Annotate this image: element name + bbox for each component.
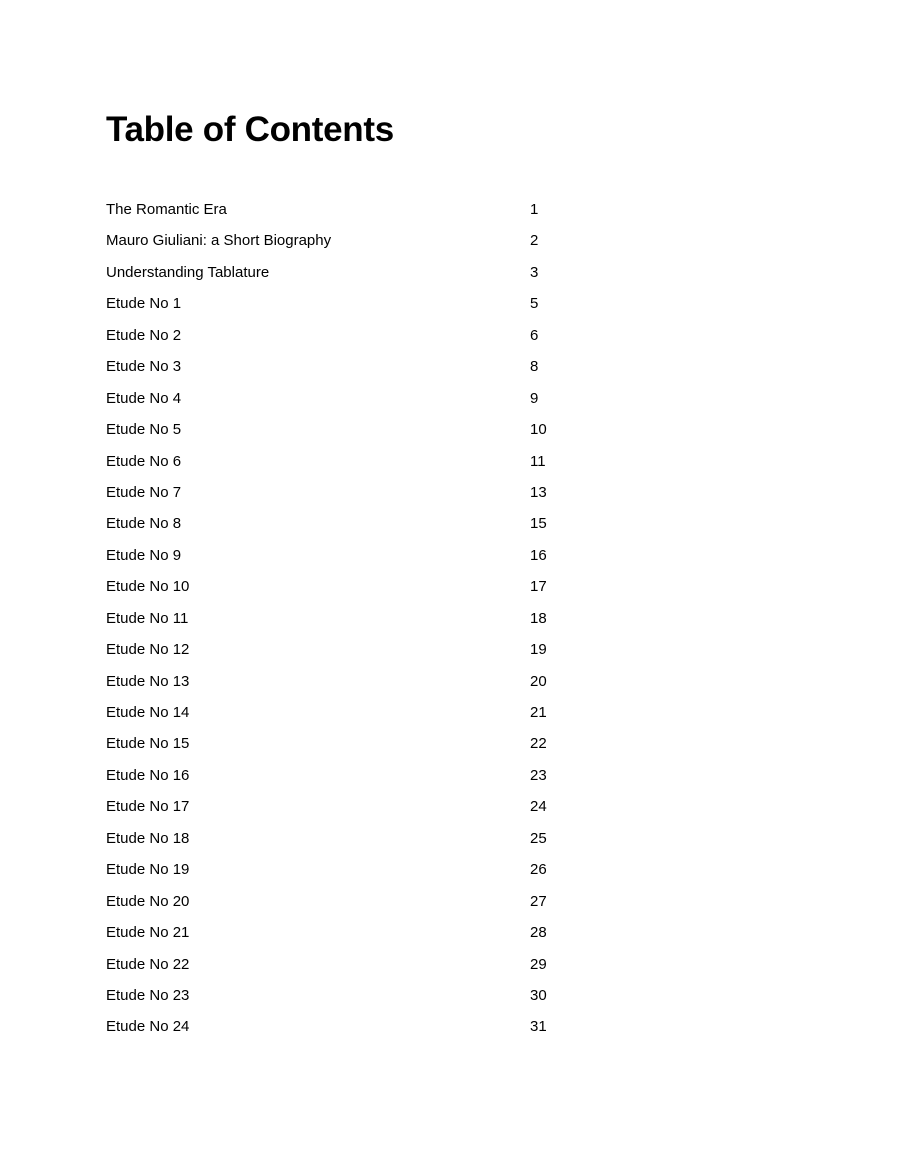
toc-entry-page-number: 15	[530, 515, 547, 533]
toc-entry[interactable]	[106, 823, 606, 854]
toc-entry[interactable]	[106, 854, 606, 885]
toc-entry-label: Etude No 4	[106, 389, 182, 407]
toc-entry[interactable]	[106, 257, 606, 288]
toc-entry-label: Etude No 8	[106, 515, 182, 533]
toc-entry-page-number: 20	[530, 672, 547, 690]
toc-entry-label: Understanding Tablature	[106, 263, 270, 281]
toc-entry[interactable]	[106, 508, 606, 539]
toc-entry[interactable]	[106, 383, 606, 414]
toc-entry-label: Etude No 5	[106, 421, 182, 439]
toc-entry-page-number: 1	[530, 201, 539, 218]
toc-entry-page-number: 11	[530, 452, 546, 470]
toc-entry-page-number: 21	[530, 704, 547, 721]
toc-entry[interactable]	[106, 760, 606, 791]
toc-entry-page-number: 31	[530, 1018, 547, 1036]
toc-entry[interactable]	[106, 1011, 606, 1042]
toc-entry-label: Etude No 3	[106, 358, 182, 376]
toc-entry-page-number: 17	[530, 578, 547, 596]
toc-list	[106, 194, 606, 1043]
toc-entry-label: Etude No 15	[106, 735, 190, 753]
toc-entry[interactable]	[106, 697, 606, 728]
toc-entry[interactable]	[106, 446, 606, 477]
toc-entry-page-number: 9	[530, 389, 539, 407]
toc-entry-page-number: 6	[530, 326, 539, 344]
toc-entry[interactable]	[106, 886, 606, 917]
toc-entry-label: Etude No 21	[106, 924, 190, 942]
toc-entry[interactable]	[106, 540, 606, 571]
toc-entry-page-number: 8	[530, 358, 539, 376]
toc-entry-label: Etude No 16	[106, 766, 190, 784]
toc-entry-label: Etude No 13	[106, 672, 190, 690]
toc-entry[interactable]	[106, 194, 606, 225]
toc-entry-label: Etude No 1	[106, 295, 182, 313]
toc-entry[interactable]	[106, 351, 606, 382]
toc-entry[interactable]	[106, 634, 606, 665]
toc-entry[interactable]	[106, 414, 606, 445]
toc-entry-page-number: 5	[530, 295, 539, 313]
toc-entry-page-number: 22	[530, 735, 547, 753]
toc-entry-page-number: 2	[530, 232, 539, 250]
toc-entry-page-number: 28	[530, 924, 547, 942]
toc-entry-page-number: 23	[530, 766, 547, 784]
toc-entry-label: Etude No 17	[106, 798, 190, 816]
toc-entry-page-number: 16	[530, 546, 547, 564]
toc-entry-page-number: 26	[530, 861, 547, 879]
toc-entry-label: Etude No 12	[106, 641, 190, 659]
toc-entry-label: Etude No 10	[106, 578, 190, 596]
toc-entry-label: Etude No 7	[106, 483, 182, 501]
toc-entry[interactable]	[106, 603, 606, 634]
toc-entry[interactable]	[106, 728, 606, 759]
toc-entry[interactable]	[106, 949, 606, 980]
toc-entry-label: Etude No 6	[106, 452, 182, 470]
toc-entry[interactable]	[106, 571, 606, 602]
toc-entry-page-number: 3	[530, 263, 539, 281]
toc-entry-page-number: 29	[530, 955, 547, 973]
toc-entry-label: Etude No 19	[106, 861, 190, 879]
toc-entry-label: Etude No 22	[106, 955, 190, 973]
toc-entry[interactable]	[106, 225, 606, 256]
toc-entry-label: Etude No 18	[106, 829, 190, 847]
toc-entry-label: Etude No 20	[106, 892, 190, 910]
toc-entry[interactable]	[106, 666, 606, 697]
page-title: Table of Contents	[106, 110, 394, 149]
toc-entry-label: The Romantic Era	[106, 201, 227, 218]
toc-entry-label: Etude No 11	[106, 609, 189, 627]
toc-entry-page-number: 18	[530, 609, 547, 627]
toc-entry-page-number: 13	[530, 483, 547, 501]
toc-entry[interactable]	[106, 320, 606, 351]
toc-entry-page-number: 10	[530, 421, 547, 439]
toc-entry-label: Etude No 24	[106, 1018, 190, 1036]
toc-entry-page-number: 25	[530, 829, 547, 847]
toc-entry[interactable]	[106, 791, 606, 822]
toc-entry[interactable]	[106, 917, 606, 948]
toc-entry-page-number: 19	[530, 641, 547, 659]
toc-entry-label: Mauro Giuliani: a Short Biography	[106, 232, 332, 250]
toc-entry-page-number: 24	[530, 798, 547, 816]
toc-entry[interactable]	[106, 477, 606, 508]
toc-entry-page-number: 30	[530, 986, 547, 1004]
toc-entry-page-number: 27	[530, 892, 547, 910]
toc-entry[interactable]	[106, 288, 606, 319]
toc-entry-label: Etude No 2	[106, 326, 182, 344]
toc-entry-label: Etude No 23	[106, 986, 190, 1004]
toc-entry-label: Etude No 9	[106, 546, 182, 564]
toc-entry[interactable]	[106, 980, 606, 1011]
toc-entry-label: Etude No 14	[106, 704, 190, 721]
